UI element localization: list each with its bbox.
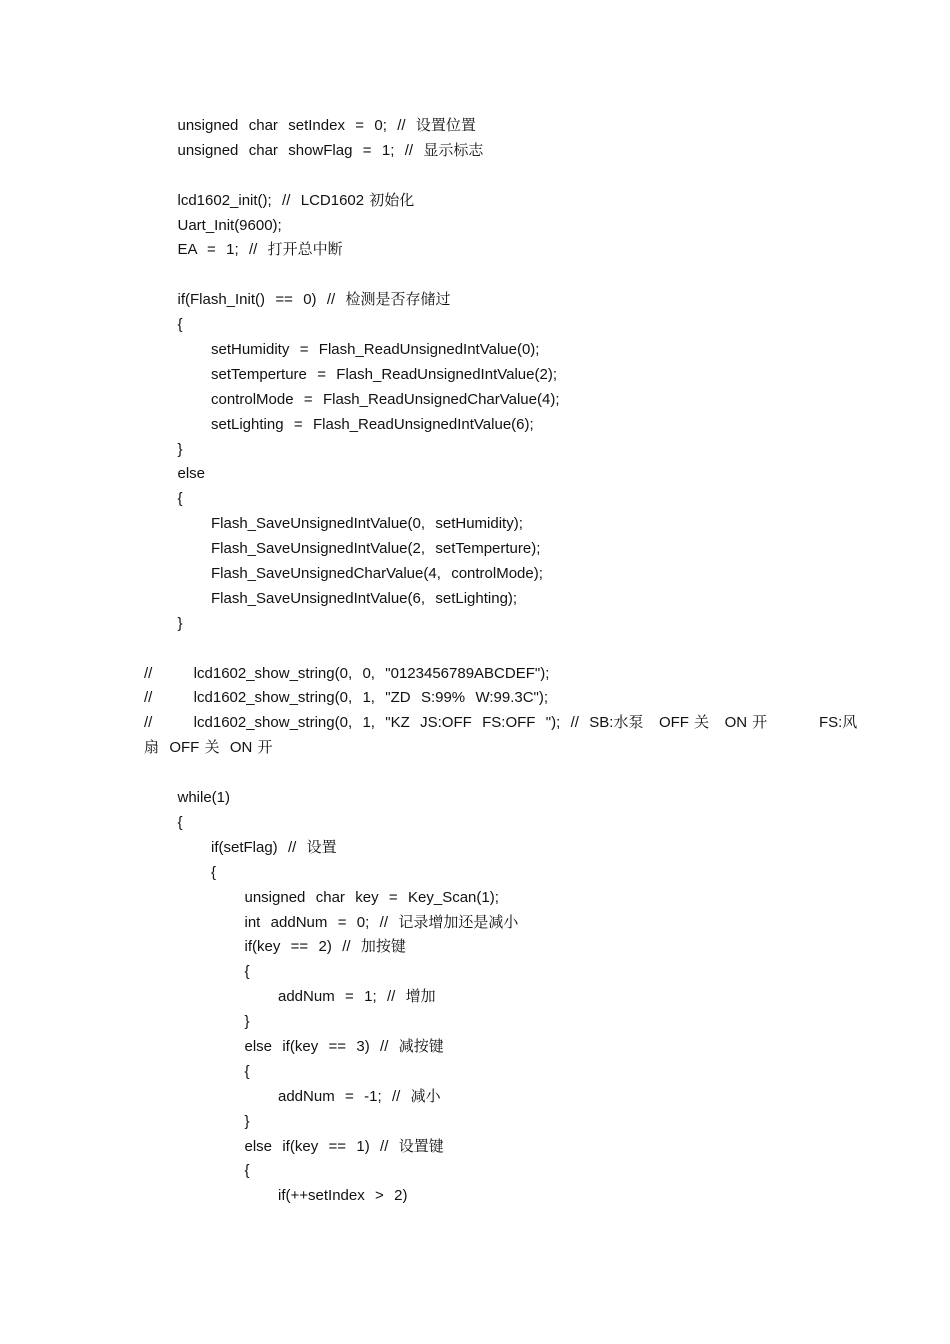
- code-line: EA = 1; // 打开总中断: [177, 241, 343, 259]
- code-line: 扇 OFF 关 ON 开: [144, 739, 273, 757]
- blank-line: [144, 637, 824, 662]
- code-line: lcd1602_init(); // LCD1602 初始化: [177, 191, 415, 209]
- code-line: setLighting = Flash_ReadUnsignedIntValue(6);: [211, 415, 534, 433]
- code-line: if(key == 2) // 加按键: [244, 938, 406, 956]
- code-line: Flash_SaveUnsignedIntValue(2, setTemperture);: [211, 540, 541, 558]
- code-line: {: [177, 813, 183, 831]
- code-line: unsigned char key = Key_Scan(1);: [244, 888, 499, 906]
- code-line: unsigned char setIndex = 0; // 设置位置: [177, 117, 476, 134]
- code-line: else if(key == 1) // 设置键: [244, 1137, 444, 1155]
- code-line: {: [177, 316, 183, 334]
- code-line: if(Flash_Init() == 0) // 检测是否存储过: [177, 291, 451, 309]
- blank-line: [144, 263, 824, 288]
- code-line: Flash_SaveUnsignedCharValue(4, controlMode);: [211, 565, 543, 583]
- code-line: // lcd1602_show_string(0, 0, "0123456789ABCDEF");: [144, 664, 550, 682]
- code-line: }: [244, 1112, 250, 1130]
- code-line: unsigned char showFlag = 1; // 显示标志: [177, 141, 484, 159]
- code-line: {: [244, 1062, 250, 1080]
- code-line: if(++setIndex > 2): [278, 1187, 408, 1205]
- blank-line: [144, 164, 824, 189]
- code-line: addNum = 1; // 增加: [278, 988, 436, 1006]
- code-line: else: [177, 465, 206, 483]
- code-line: while(1): [177, 789, 231, 807]
- code-line: // lcd1602_show_string(0, 1, "KZ JS:OFF FS:OFF "); // SB:水泵 OFF 关 ON 开 FS:风: [144, 714, 858, 732]
- code-line: if(setFlag) // 设置: [211, 838, 337, 856]
- code-line: controlMode = Flash_ReadUnsignedCharValue(4);: [211, 390, 560, 408]
- code-line: setHumidity = Flash_ReadUnsignedIntValue(0);: [211, 341, 540, 359]
- code-line: }: [177, 440, 183, 458]
- code-line: setTemperture = Flash_ReadUnsignedIntValue(2);: [211, 365, 557, 383]
- code-line: Flash_SaveUnsignedIntValue(0, setHumidity);: [211, 515, 523, 533]
- blank-line: [144, 761, 824, 786]
- code-line: // lcd1602_show_string(0, 1, "ZD S:99% W:99.3C");: [144, 689, 549, 707]
- code-line: int addNum = 0; // 记录增加还是减小: [244, 913, 519, 931]
- code-line: addNum = -1; // 减小: [278, 1087, 441, 1105]
- code-line: {: [244, 1162, 250, 1180]
- code-line: {: [244, 963, 250, 981]
- code-line: Flash_SaveUnsignedIntValue(6, setLighting);: [211, 589, 518, 607]
- code-listing: [144, 114, 858, 1209]
- code-line: }: [244, 1013, 250, 1031]
- code-line: {: [211, 863, 217, 881]
- code-line: Uart_Init(9600);: [177, 216, 282, 234]
- code-line: }: [177, 614, 183, 632]
- code-line: {: [177, 490, 183, 508]
- code-line: else if(key == 3) // 减按键: [244, 1037, 444, 1055]
